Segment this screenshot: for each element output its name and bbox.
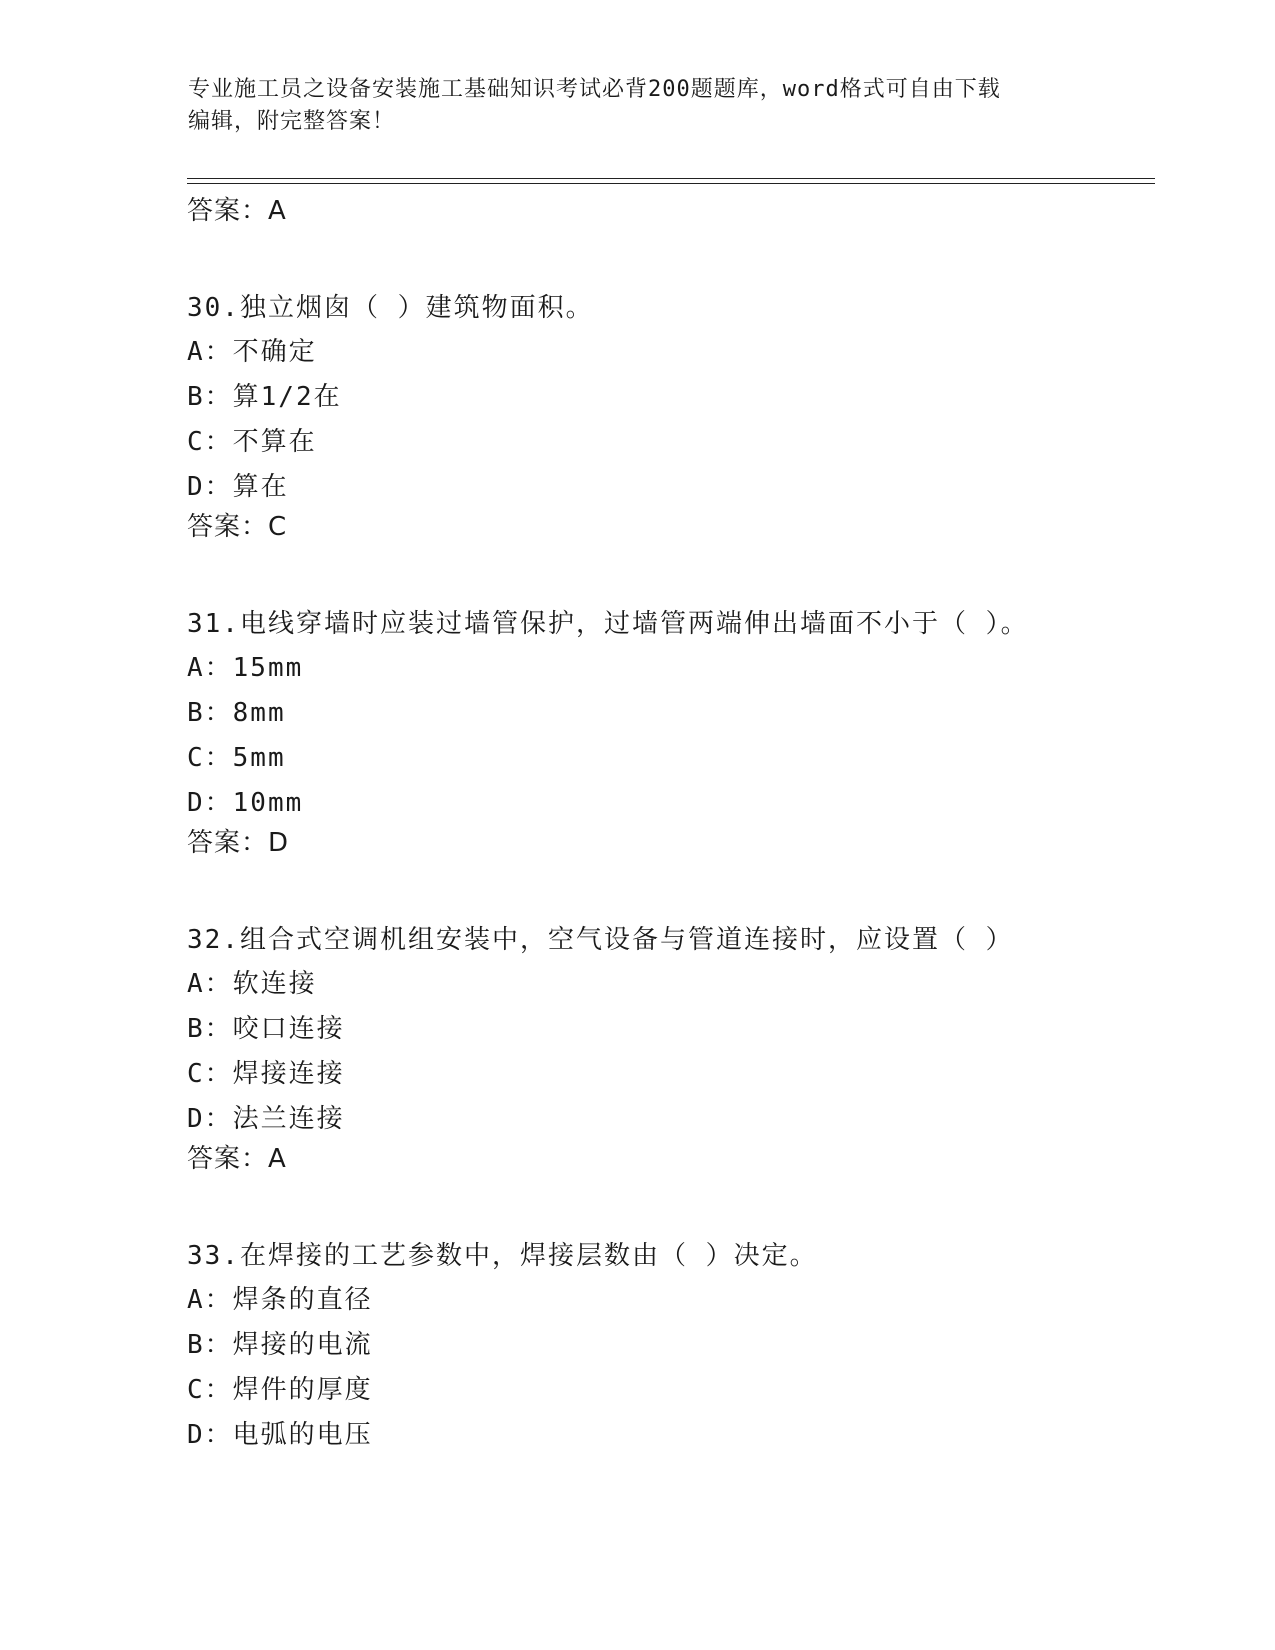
answer-line: 答案：A	[187, 196, 287, 226]
header-line-1: 专业施工员之设备安装施工基础知识考试必背200题题库，word格式可自由下载	[188, 77, 1001, 102]
option-a: A：15mm	[187, 653, 304, 683]
answer-line: 答案：D	[187, 828, 290, 858]
question-text: 32.组合式空调机组安装中，空气设备与管道连接时，应设置（ ）	[187, 925, 1014, 955]
option-a: A：软连接	[187, 969, 317, 999]
option-c: C：不算在	[187, 427, 317, 457]
question-text: 33.在焊接的工艺参数中，焊接层数由（ ）决定。	[187, 1241, 818, 1271]
option-a: A：焊条的直径	[187, 1285, 373, 1315]
option-a: A：不确定	[187, 337, 317, 367]
header-divider-top	[187, 178, 1155, 179]
header-divider-bottom	[187, 183, 1155, 184]
option-b: B：算1/2在	[187, 382, 342, 412]
question-text: 31.电线穿墙时应装过墙管保护，过墙管两端伸出墙面不小于（ ）。	[187, 609, 1029, 639]
option-d: D：10mm	[187, 788, 304, 818]
document-header	[188, 74, 1068, 138]
option-d: D：电弧的电压	[187, 1420, 373, 1450]
option-c: C：焊件的厚度	[187, 1375, 373, 1405]
option-c: C：5mm	[187, 743, 286, 773]
option-b: B：焊接的电流	[187, 1330, 373, 1360]
option-b: B：咬口连接	[187, 1014, 345, 1044]
option-c: C：焊接连接	[187, 1059, 345, 1089]
question-list	[187, 194, 1147, 1458]
option-d: D：法兰连接	[187, 1104, 345, 1134]
spacer	[187, 228, 1147, 286]
answer-line: 答案：A	[187, 1144, 287, 1174]
spacer	[187, 860, 1147, 918]
option-d: D：算在	[187, 472, 289, 502]
spacer	[187, 544, 1147, 602]
header-line-2: 编辑，附完整答案！	[188, 109, 396, 134]
question-text: 30.独立烟囱（ ）建筑物面积。	[187, 293, 594, 323]
spacer	[187, 1176, 1147, 1234]
answer-line: 答案：C	[187, 512, 288, 542]
option-b: B：8mm	[187, 698, 286, 728]
